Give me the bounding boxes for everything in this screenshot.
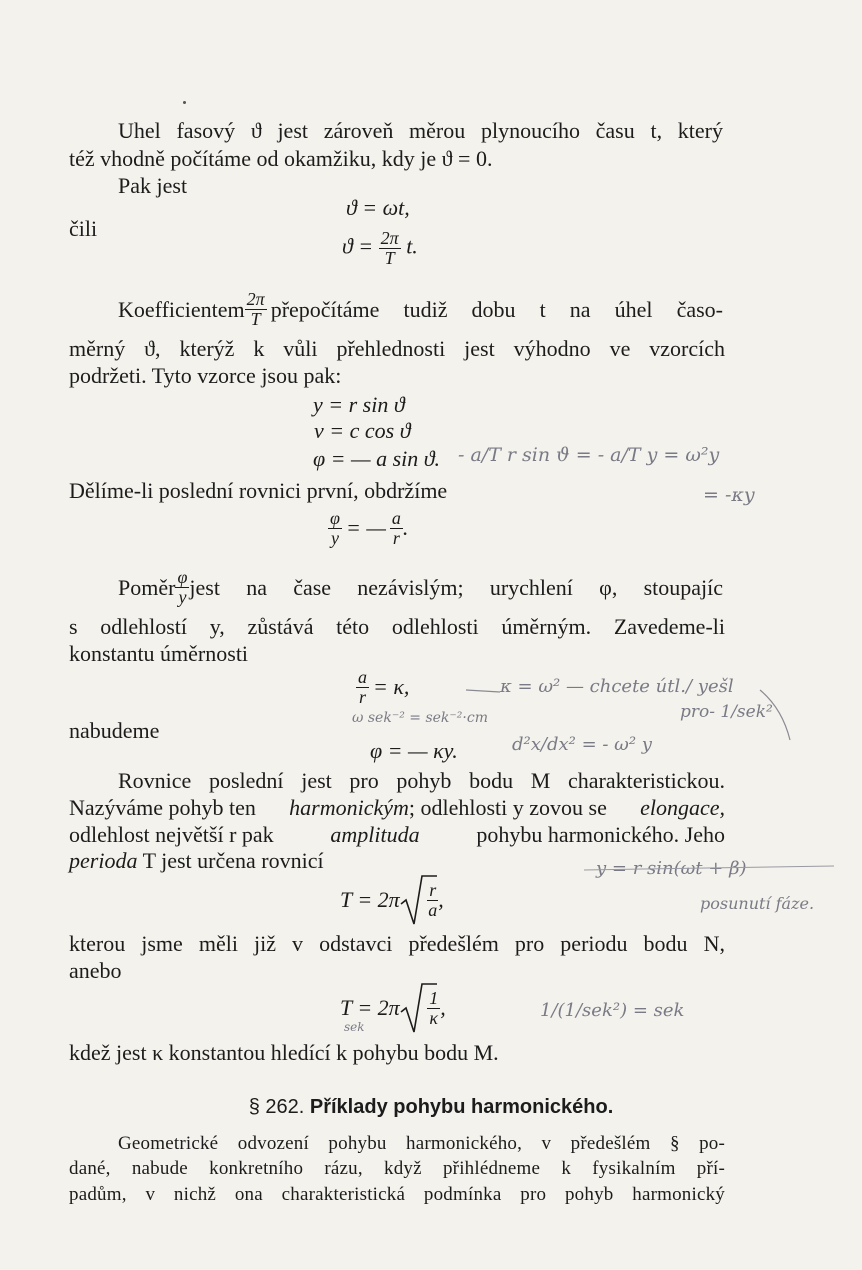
numerator: 2π (246, 289, 265, 309)
equation: φ = — κy. (370, 738, 458, 763)
equation-part: . (402, 515, 409, 541)
equation: y = r sin ϑ (313, 392, 405, 417)
text-line: nabudeme (69, 718, 160, 743)
text-line: též vhodně počítáme od okamžiku, kdy je ϑ = 0. (69, 146, 493, 171)
text-part: pohybu harmonického. Jeho (476, 822, 725, 847)
numerator: 2π (380, 228, 399, 248)
numerator: φ (330, 508, 340, 528)
text-part: T jest určena rovnicí (142, 848, 324, 873)
numerator: a (391, 508, 401, 528)
numerator: r (429, 879, 437, 900)
handwritten-note: = -κy (703, 484, 755, 506)
text-line: dané, nabude konkretního rázu, když přihlédneme k fysikalním pří- (69, 1158, 725, 1179)
text-part: amplituda (330, 822, 420, 847)
text-line: anebo (69, 958, 122, 983)
equation: v = c cos ϑ (314, 418, 411, 443)
text-part: odlehlost největší r pak (69, 822, 274, 847)
section-title: Příklady pohybu harmonického. (309, 1096, 614, 1118)
text-part: Nazýváme pohyb ten (69, 795, 256, 820)
denominator: T (384, 247, 395, 268)
handwritten-note: sek (344, 1020, 365, 1034)
text-part: přepočítáme tudiž dobu t na úhel časo- (270, 296, 723, 322)
numerator: 1 (429, 987, 439, 1008)
equation: ϑ = ωt, (346, 195, 410, 220)
text-line: Rovnice poslední jest pro pohyb bodu M charakteristickou. (118, 768, 725, 793)
numerator: φ (177, 567, 188, 587)
handwritten-note: - a/T r sin ϑ = - a/T y = ω²y (458, 444, 720, 466)
text-part: harmonickým (289, 795, 409, 820)
text-part: Poměr (118, 574, 176, 600)
text-line: podržeti. Tyto vzorce jsou pak: (69, 363, 342, 388)
text-part: Koefficientem (118, 296, 245, 322)
numerator: a (358, 667, 367, 687)
equation-part: ϑ = (342, 233, 374, 259)
text-part: elongace, (640, 795, 725, 820)
text-line: měrný ϑ, kterýž k vůli přehlednosti jest výhodno ve vzorcích (69, 336, 725, 361)
text-line: padům, v nichž ona charakteristická podmínka pro pohyb harmonický (69, 1184, 725, 1205)
equation-part: , (440, 995, 446, 1020)
text-line: kterou jsme měli již v odstavci předešlém pro periodu bodu N, (69, 931, 725, 956)
handwritten-note: pro- 1/sek² (680, 702, 773, 722)
text-part: ; odlehlosti y zovou se (408, 795, 607, 820)
handwritten-note: 1/(1/sek²) = sek (540, 1000, 685, 1021)
equation-part: t. (406, 233, 418, 259)
denominator: r (392, 527, 400, 548)
text-part: jest na čase nezávislým; urychlení φ, stoupajíc (189, 574, 723, 600)
handwritten-note: posunutí fáze. (700, 894, 815, 913)
section-number: § 262. (248, 1096, 305, 1118)
denominator: κ (429, 1007, 439, 1028)
text-line: Geometrické odvození pohybu harmonického, v předešlém § po- (118, 1133, 725, 1154)
text-line: konstantu úměrnosti (69, 641, 249, 666)
denominator: y (330, 527, 339, 548)
equation-part: T = 2π (340, 995, 400, 1020)
text-part: perioda (69, 848, 138, 873)
text-line: s odlehlostí y, zůstává této odlehlosti úměrným. Zavedeme-li (69, 614, 725, 639)
equation: φ = — a sin ϑ. (313, 446, 441, 471)
text-line: kdež jest κ konstantou hledící k pohybu bodu M. (69, 1040, 499, 1065)
text-line: Dělíme-li poslední rovnici první, obdržíme (69, 478, 448, 503)
handwritten-note: d²x/dx² = - ω² y (512, 734, 652, 755)
equation-part: T = 2π (340, 887, 400, 912)
denominator: T (250, 308, 261, 329)
equation-part: , (438, 887, 444, 912)
equation-part: = κ, (373, 674, 410, 700)
text-line: čili (69, 216, 98, 241)
handwritten-note: κ = ω² — chcete útl./ yešl (500, 676, 734, 697)
denominator: r (358, 686, 366, 707)
denominator: a (428, 899, 438, 920)
handwritten-note: y = r sin(ωt + β) (596, 858, 747, 879)
equation-part: = — (345, 515, 386, 541)
text-line: Pak jest (118, 173, 188, 198)
denominator: y (178, 586, 187, 607)
handwritten-note: ω sek⁻² = sek⁻²·cm (352, 710, 488, 726)
text-line: Uhel fasový ϑ jest zároveň měrou plynoucího času t, který (118, 118, 723, 143)
